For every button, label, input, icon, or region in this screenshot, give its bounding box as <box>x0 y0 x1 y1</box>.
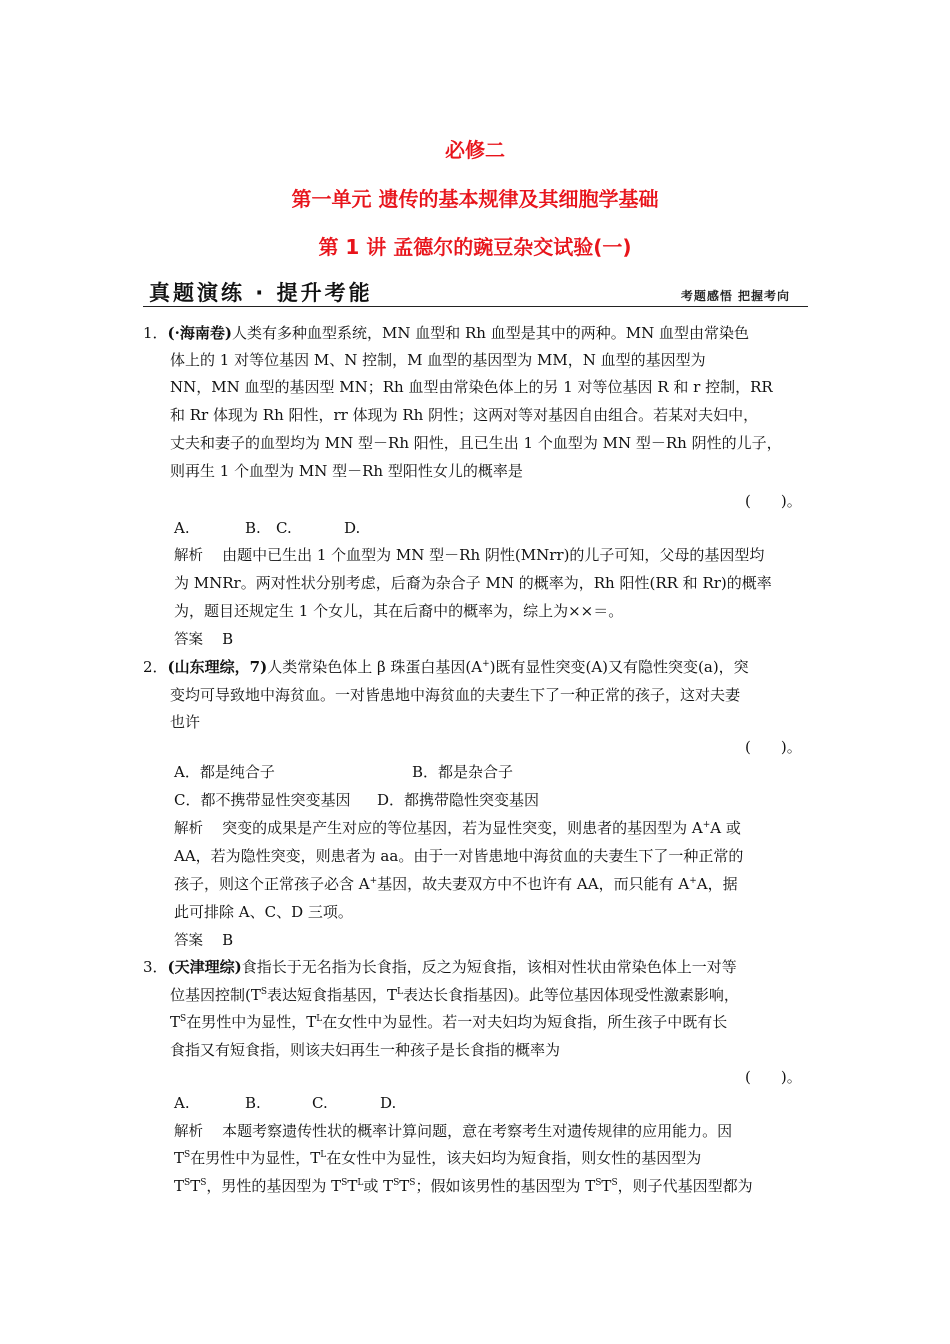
question-source: (·海南卷) <box>167 324 232 342</box>
analysis-line-3: 为，题目还规定生 1 个女儿，其在后裔中的概率为，综上为××＝。 <box>174 602 624 620</box>
volume-title: 必修二 <box>445 138 505 162</box>
option-d: D．都携带隐性突变基因 <box>377 791 540 809</box>
option-b: B. <box>245 519 261 537</box>
analysis-label: 解析 <box>174 1124 203 1140</box>
answer-blank: ( )。 <box>745 1068 802 1086</box>
question-2-line-2: 变均可导致地中海贫血。一对皆患地中海贫血的夫妻生下了一种正常的孩子，这对夫妻 <box>170 686 741 704</box>
analysis-line-3: 孩子，则这个正常孩子必含 A+基因，故夫妻双方中不也许有 AA，而只能有 A+A，据 <box>174 875 738 893</box>
analysis-line-1: 解析 突变的成果是产生对应的等位基因，若为显性突变，则患者的基因型为 A+A 或 <box>174 819 741 837</box>
analysis-line-1: 解析 本题考察遗传性状的概率计算问题，意在考察考生对遗传规律的应用能力。因 <box>174 1122 733 1140</box>
banner-heading: 真题演练 · 提升考能 <box>149 281 373 305</box>
analysis-label: 解析 <box>174 548 203 564</box>
question-1-line-2: 体上的 1 对等位基因 M、N 控制，M 血型的基因型为 MM，N 血型的基因型为 <box>170 351 706 369</box>
option-c: C．都不携带显性突变基因 <box>174 791 351 809</box>
option-a: A．都是纯合子 <box>174 763 275 781</box>
answer-value: B <box>222 630 234 648</box>
question-2-line-1: 2．(山东理综，7)人类常染色体上 β 珠蛋白基因(A+)既有显性突变(A)又有隐性突变(a)，突 <box>143 658 749 676</box>
question-3-line-1: 3．(天津理综)食指长于无名指为长食指，反之为短食指，该相对性状由常染色体上一对等 <box>143 958 737 976</box>
answer-label: 答案 <box>174 632 203 648</box>
option-c: C. <box>312 1094 328 1112</box>
answer-label: 答案 <box>174 933 203 949</box>
question-1-line-6: 则再生 1 个血型为 MN 型－Rh 型阳性女儿的概率是 <box>170 462 523 480</box>
analysis-line-2: $T^S$在男性中为显性，$T^L$在女性中为显性，该夫妇均为短食指，则女性的基因型为 <box>174 1149 702 1167</box>
unit-title: 第一单元 遗传的基本规律及其细胞学基础 <box>291 187 659 211</box>
question-1-line-5: 丈夫和妻子的血型均为 MN 型－Rh 阳性，且已生出 1 个血型为 MN 型－Rh 阴性的儿子， <box>170 434 782 452</box>
question-source: (天津理综) <box>167 958 242 976</box>
option-d: D. <box>380 1094 397 1112</box>
question-number: 1． <box>143 324 168 342</box>
banner-subheading: 考题感悟 把握考向 <box>680 289 790 303</box>
option-b: B. <box>245 1094 261 1112</box>
option-a: A. <box>174 519 190 537</box>
question-number: 3． <box>143 958 168 976</box>
option-b: B．都是杂合子 <box>412 763 514 781</box>
question-3-line-4: 食指又有短食指，则该夫妇再生一种孩子是长食指的概率为 <box>170 1041 561 1059</box>
analysis-line-2: 为 MNRr。两对性状分别考虑，后裔为杂合子 MN 的概率为，Rh 阳性(RR 和 Rr)的概率 <box>174 574 772 592</box>
question-source: (山东理综，7) <box>167 658 268 676</box>
question-3-line-2: 位基因控制($T^S$表达短食指基因，$T^L$表达长食指基因)。此等位基因体现受性激素影响， <box>170 986 739 1004</box>
lecture-title: 第 1 讲 孟德尔的豌豆杂交试验(一) <box>318 235 632 259</box>
question-number: 2． <box>143 658 168 676</box>
question-1-line-1: 1．(·海南卷)人类有多种血型系统，MN 血型和 Rh 血型是其中的两种。MN 血型由常染色 <box>143 324 749 342</box>
question-1-line-3: NN，MN 血型的基因型 MN；Rh 血型由常染色体上的另 1 对等位基因 R 和 r 控制，RR <box>170 378 773 396</box>
analysis-label: 解析 <box>174 821 203 837</box>
analysis-line-3: $T^ST^S$，男性的基因型为 $T^ST^L$或 $T^ST^S$；假如该男性的基因型为 $T^ST^S$，则子代基因型都为 <box>174 1177 753 1195</box>
question-3-line-3: $T^S$在男性中为显性，$T^L$在女性中为显性。若一对夫妇均为短食指，所生孩子中既有长 <box>170 1013 728 1031</box>
analysis-line-1: 解析 由题中已生出 1 个血型为 MN 型－Rh 阴性(MNrr)的儿子可知，父母的基因型均 <box>174 546 765 564</box>
answer-line <box>174 930 233 951</box>
analysis-line-4: 此可排除 A、C、D 三项。 <box>174 903 353 921</box>
answer-line <box>174 629 233 650</box>
answer-value: B <box>222 931 234 949</box>
option-c: C. <box>276 519 292 537</box>
analysis-line-2: AA，若为隐性突变，则患者为 aa。由于一对皆患地中海贫血的夫妻生下了一种正常的 <box>174 847 744 865</box>
question-1-line-4: 和 Rr 体现为 Rh 阳性，rr 体现为 Rh 阴性；这两对等对基因自由组合。若某对夫妇中， <box>170 406 759 424</box>
section-banner <box>143 278 808 307</box>
answer-blank: ( )。 <box>745 492 802 510</box>
option-d: D. <box>344 519 361 537</box>
answer-blank: ( )。 <box>745 738 802 756</box>
option-a: A. <box>174 1094 190 1112</box>
question-2-line-3: 也许 <box>170 713 201 731</box>
